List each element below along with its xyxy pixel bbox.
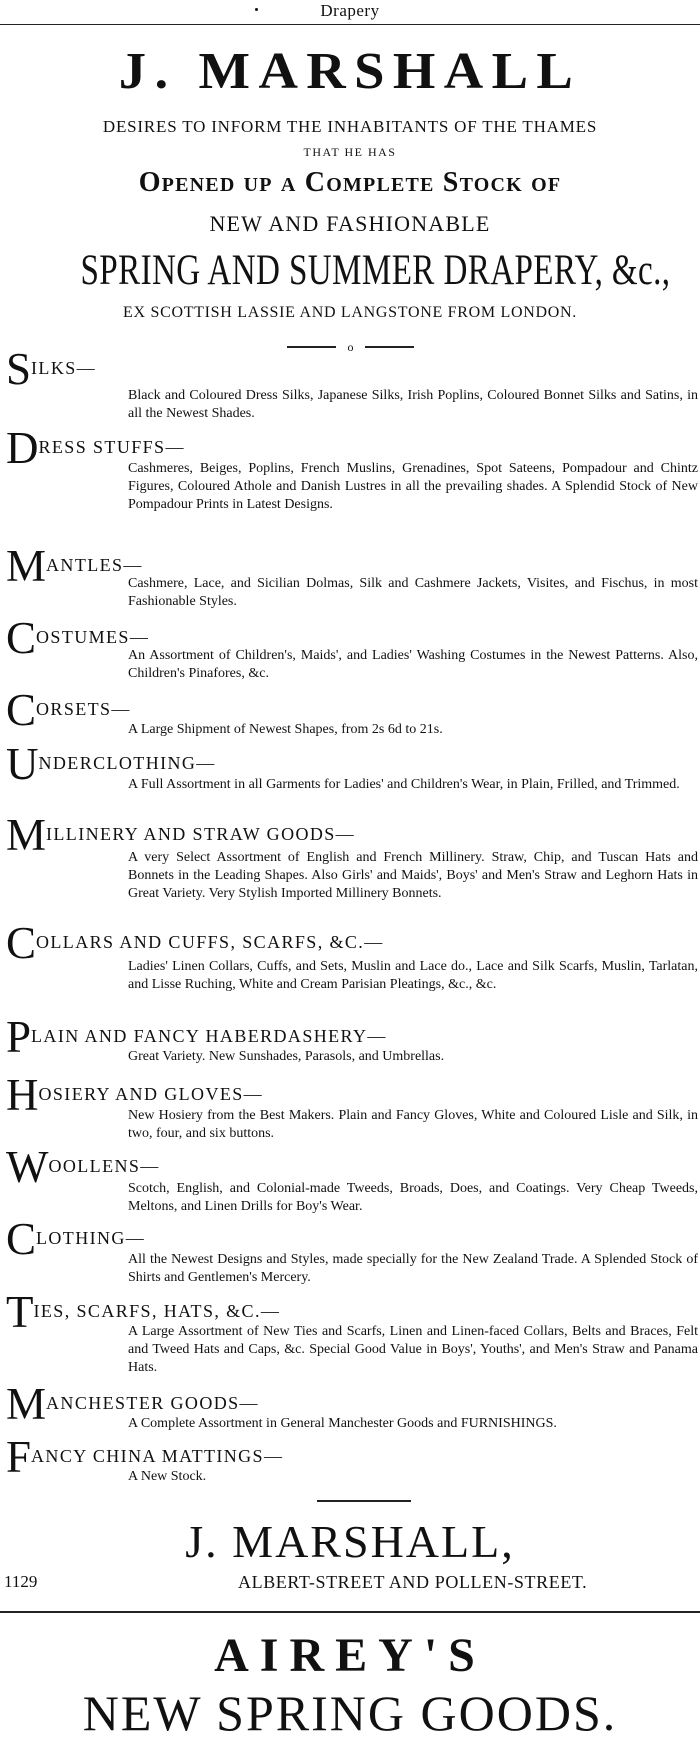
clothing-initial: C <box>6 1214 37 1264</box>
haberdashery-heading-rest: LAIN AND FANCY HABERDASHERY— <box>31 1026 387 1046</box>
mantles-initial: M <box>6 541 47 591</box>
subheadline: NEW AND FASHIONABLE <box>209 211 491 236</box>
ties-initial: T <box>6 1287 34 1337</box>
corsets-heading <box>6 685 131 735</box>
collars-heading-rest: OLLARS AND CUFFS, SCARFS, &C.— <box>36 932 384 952</box>
manchester-description: A Complete Assortment in General Manchester Goods and FURNISHINGS. <box>128 1416 557 1431</box>
collars-initial: C <box>6 918 37 968</box>
advertisement-separator <box>0 1611 700 1613</box>
dress-stuffs-initial: D <box>6 423 39 473</box>
china-mattings-initial: F <box>6 1432 32 1482</box>
main-offer: SPRING AND SUMMER DRAPERY, &c., <box>80 247 671 294</box>
advertiser-name: J. MARSHALL <box>118 43 582 100</box>
corsets-initial: C <box>6 685 37 735</box>
dress-stuffs-description: Cashmeres, Beiges, Poplins, French Muslins, Grenadines, Spot Sateens, Pompadour and Chintz Figures, Coloured Athole and Danish Lustres in all the prevailing shades. A Splendid Stock of New Pompadour Prints in Latest Designs. <box>128 461 698 512</box>
announcement-line-1: DESIRES TO INFORM THE INHABITANTS OF THE THAMES <box>102 117 598 136</box>
underclothing-initial: U <box>6 739 39 789</box>
hosiery-heading-rest: OSIERY AND GLOVES— <box>38 1084 264 1104</box>
woollens-initial: W <box>6 1142 49 1192</box>
ties-description: A Large Assortment of New Ties and Scarfs, Linen and Linen-faced Collars, Belts and Braces, Felt and Tweed Hats and Caps, &c. Special Good Value in Boys', Youths', and Men's Straw and Panama Hats. <box>128 1324 698 1375</box>
corsets-description: A Large Shipment of Newest Shapes, from 2s 6d to 21s. <box>128 722 443 737</box>
haberdashery-description: Great Variety. New Sunshades, Parasols, and Umbrellas. <box>128 1049 445 1064</box>
business-address: ALBERT-STREET AND POLLEN-STREET. <box>238 1572 588 1592</box>
silks-initial: S <box>6 344 32 394</box>
clothing-heading-rest: LOTHING— <box>36 1228 146 1248</box>
closing-advertiser-name: J. MARSHALL, <box>185 1516 515 1567</box>
section-header <box>0 0 700 25</box>
section-title: Drapery <box>320 1 380 20</box>
shipment-source: EX SCOTTISH LASSIE AND LANGSTONE FROM LONDON. <box>123 304 577 321</box>
millinery-heading-rest: ILLINERY AND STRAW GOODS— <box>46 824 356 844</box>
next-advertisement-headline: NEW SPRING GOODS. <box>82 1685 618 1741</box>
clothing-heading <box>6 1214 146 1264</box>
woollens-heading-rest: OOLLENS— <box>48 1156 160 1176</box>
ornament-divider: o <box>287 337 414 357</box>
mantles-heading-rest: ANTLES— <box>46 555 143 575</box>
underclothing-description: A Full Assortment in all Garments for Ladies' and Children's Wear, in Plain, Frilled, and Trimmed. <box>128 777 680 792</box>
woollens-description: Scotch, English, and Colonial-made Tweeds, Broads, Does, and Coatings. Very Cheap Tweeds, Meltons, and Linen Drills for Boy's Wear. <box>128 1181 698 1214</box>
manchester-heading-rest: ANCHESTER GOODS— <box>46 1393 259 1413</box>
hosiery-initial: H <box>6 1070 39 1120</box>
silks-heading-rest: ILKS— <box>31 358 97 378</box>
silks-description: Black and Coloured Dress Silks, Japanese Silks, Irish Poplins, Coloured Bonnet Silks and Satins, in all the Newest Shades. <box>128 388 698 421</box>
millinery-initial: M <box>6 810 47 860</box>
ties-heading-rest: IES, SCARFS, HATS, &C.— <box>33 1301 281 1321</box>
clothing-description: All the Newest Designs and Styles, made specially for the New Zealand Trade. A Splended Stock of Shirts and Gentlemen's Mercery. <box>128 1252 698 1285</box>
hosiery-description: New Hosiery from the Best Makers. Plain and Fancy Gloves, White and Coloured Lisle and Silk, in two, four, and six buttons. <box>128 1108 698 1141</box>
dress-stuffs-heading-rest: RESS STUFFS— <box>38 437 185 457</box>
china-mattings-heading-rest: ANCY CHINA MATTINGS— <box>31 1446 284 1466</box>
closing-divider <box>317 1500 411 1502</box>
silks-heading <box>6 344 97 394</box>
mantles-description: Cashmere, Lace, and Sicilian Dolmas, Silk and Cashmere Jackets, Visites, and Fischus, in most Fashionable Styles. <box>128 576 698 609</box>
costumes-initial: C <box>6 613 37 663</box>
haberdashery-initial: P <box>6 1012 32 1062</box>
corsets-heading-rest: ORSETS— <box>36 699 131 719</box>
next-advertiser-name: AIREY'S <box>214 1629 486 1682</box>
costumes-description: An Assortment of Children's, Maids', and Ladies' Washing Costumes in the Newest Patterns. Also, Children's Pinafores, &c. <box>128 648 698 681</box>
manchester-initial: M <box>6 1379 47 1429</box>
millinery-description: A very Select Assortment of English and French Millinery. Straw, Chip, and Tuscan Hats and Bonnets in the Leading Shapes. Also Girls' and Maids', Boys' and Men's Straw and Leghorn Hats in Great Variety. Very Stylish Imported Millinery Bonnets. <box>128 850 698 901</box>
announcement-line-2: THAT HE HAS <box>303 145 397 159</box>
costumes-heading-rest: OSTUMES— <box>36 627 150 647</box>
china-mattings-description: A New Stock. <box>128 1469 207 1484</box>
mantles-heading <box>6 541 143 591</box>
advertisement-code: 1129 <box>4 1572 38 1591</box>
underclothing-heading-rest: NDERCLOTHING— <box>38 753 216 773</box>
header-dot-mark <box>255 8 258 11</box>
collars-description: Ladies' Linen Collars, Cuffs, and Sets, Muslin and Lace do., Lace and Silk Scarfs, Muslin, Tarlatan, and Lisse Ruching, White and Cream Parisian Pleatings, &c., &c. <box>128 959 698 992</box>
headline: Opened up a Complete Stock of <box>138 167 562 198</box>
